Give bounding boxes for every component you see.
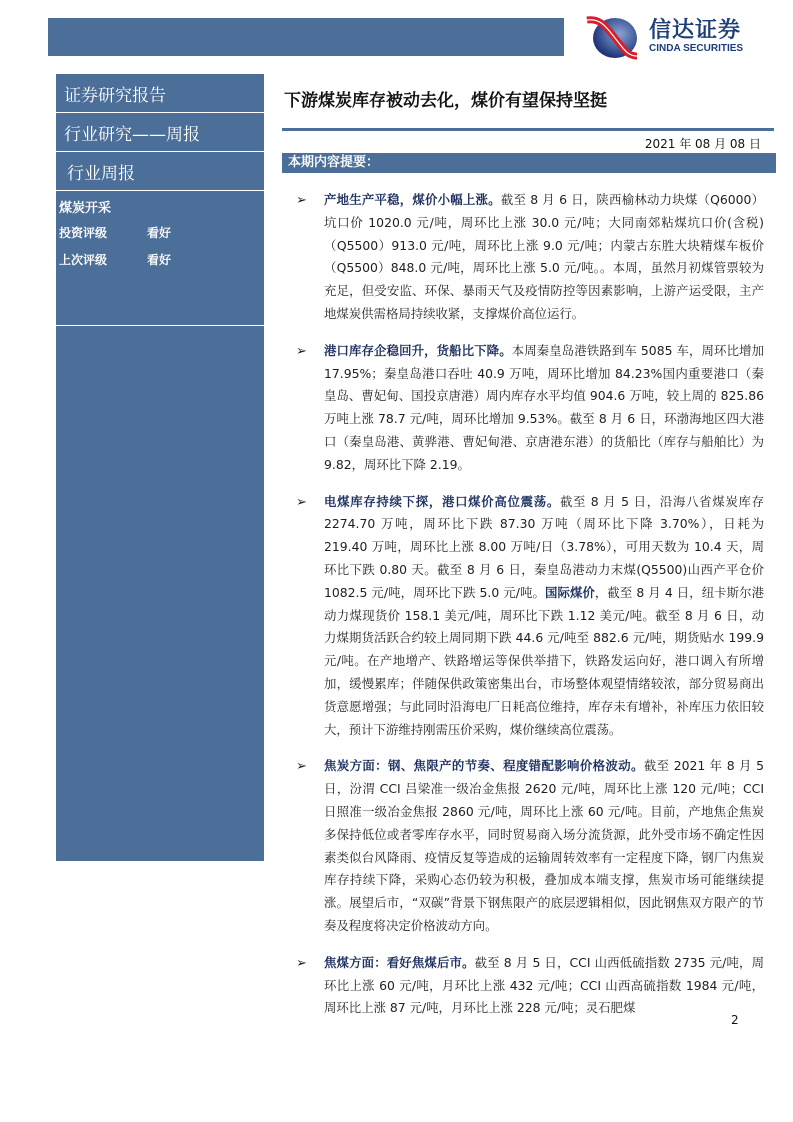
brand-name-en: CINDA SECURITIES xyxy=(649,43,744,54)
arrow-bullet-icon: ➢ xyxy=(296,343,307,359)
sidebar xyxy=(56,74,264,861)
bullet-lead: 产地生产平稳，煤价小幅上涨。 xyxy=(324,192,501,207)
rating-value: 看好 xyxy=(147,226,172,240)
rating-label: 上次评级 xyxy=(59,253,108,267)
bullet-body: 截至 8 月 5 日，CCI 山西低硫指数 2735 元/吨，周环比上涨 60 元/吨，月环比上涨 432 元/吨；CCI 山西高硫指数 1984 元/吨，周环比上涨 87 元/吨，月环比上涨 228 元/吨；灵石肥煤 xyxy=(324,954,764,1016)
report-type-label: 证券研究报告 xyxy=(56,74,264,113)
summary-content xyxy=(290,189,776,1034)
bullet-body: 截至 8 月 5 日，沿海八省煤炭库存 2274.70 万吨，周环比下跌 87.30 万吨（周环比下降 3.70%），日耗为 219.40 万吨，周环比上涨 8.00 万吨/日（3.78%），可用天数为 10.4 天，周环比下跌 0.80 天。截至 8 月 6 日，秦皇岛港动力末煤(Q5500)山西产平仓价 1082.5 元/吨，周环比下跌 5.0 元/吨。 xyxy=(324,493,764,600)
arrow-bullet-icon: ➢ xyxy=(296,193,307,208)
report-date: 2021 年 08 月 08 日 xyxy=(644,137,761,151)
bullet-lead: 电煤库存持续下探，港口煤价高位震荡。 xyxy=(324,493,560,509)
sidebar-divider xyxy=(56,325,264,326)
rating-row-previous xyxy=(59,246,264,273)
header-bar xyxy=(48,18,564,56)
bullet-inline-heading: 国际煤价 xyxy=(544,584,595,600)
rating-label: 投资评级 xyxy=(59,226,108,240)
summary-bullet xyxy=(290,340,776,477)
bullet-lead: 港口库存企稳回升，货船比下降。 xyxy=(324,342,512,358)
title-divider xyxy=(282,128,774,131)
rating-row-current xyxy=(59,219,264,246)
report-category-label: 行业周报 xyxy=(56,152,264,191)
arrow-bullet-icon: ➢ xyxy=(296,955,307,971)
cinda-logo xyxy=(583,14,773,60)
summary-bullet xyxy=(290,491,776,742)
page-title: 下游煤炭库存被动去化，煤价有望保持坚挺 xyxy=(284,91,607,111)
bullet-lead: 焦煤方面：看好焦煤后市。 xyxy=(324,954,475,970)
cinda-logo-icon xyxy=(583,14,641,60)
bullet-lead: 焦炭方面：钢、焦限产的节奏、程度错配影响价格波动。 xyxy=(324,758,644,774)
page-number: 2 xyxy=(731,1013,739,1027)
summary-bullet xyxy=(290,189,776,326)
bullet-body: 本周秦皇岛港铁路到车 5085 车，周环比增加 17.95%；秦皇岛港口吞吐 40.9 万吨，周环比增加 84.23%国内重要港口（秦皇岛、曹妃甸、国投京唐港）周内库存水平均值 904.6 万吨，较上周的 825.86 万吨上涨 78.7 元/吨，周环比增加 9.53%。截至 8 月 6 日，环渤海地区四大港口（秦皇岛港、黄骅港、曹妃甸港、京唐港东港）的货船比（库存与船舶比）为 9.82，周环比下降 2.19。 xyxy=(324,342,764,472)
industry-label: 煤炭开采 xyxy=(59,201,112,216)
arrow-bullet-icon: ➢ xyxy=(296,759,307,775)
summary-bullet xyxy=(290,755,776,937)
bullet-body: 截至 2021 年 8 月 5 日，汾渭 CCI 吕梁准一级冶金焦报 2620 元/吨，周环比上涨 120 元/吨；CCI 日照准一级冶金焦报 2860 元/吨，周环比上涨 60 元/吨。目前，产地焦企焦炭多保持低位或者零库存水平，同时贸易商入场分流货源，此外受市场不确定性因素类似台风降雨、疫情反复等造成的运输周转效率有一定程度下降，钢厂内焦炭库存持续下降，采购心态仍较为积极，叠加成本端支撑，焦炭市场可能继续提涨。展望后市，“双碳”背景下钢焦限产的底层逻辑相似，因此钢焦双方限产的节奏及程度将决定价格波动方向。 xyxy=(324,758,765,933)
brand-name-cn: 信达证券 xyxy=(649,18,742,43)
rating-value: 看好 xyxy=(147,253,172,267)
summary-bullet xyxy=(290,952,776,1020)
summary-heading: 本期内容提要： xyxy=(282,153,776,173)
report-series-label: 行业研究——周报 xyxy=(56,113,264,152)
arrow-bullet-icon: ➢ xyxy=(296,494,307,510)
bullet-body: 截至 8 月 6 日，陕西榆林动力块煤（Q6000）坑口价 1020.0 元/吨，周环比上涨 30.0 元/吨；大同南郊粘煤坑口价(含税)（Q5500）913.0 元/吨，周环比上涨 9.0 元/吨；内蒙古东胜大块精煤车板价（Q5500）848.0 元/吨，周环比上涨 5.0 元/吨。。本周，虽然月初煤管票较为充足，但受安监、环保、暴雨天气及疫情防控等因素影响，上游产运受限，主产地煤炭供需格局持续收紧，支撑煤价高位运行。 xyxy=(324,192,765,321)
bullet-body-continued: ，截至 8 月 4 日，纽卡斯尔港动力煤现货价 158.1 美元/吨，周环比下跌 1.12 美元/吨。截至 8 月 6 日，动力煤期货活跃合约较上周同期下跌 44.6 元/吨至 882.6 元/吨，期货贴水 199.9 元/吨。在产地增产、铁路增运等保供举措下，铁路发运向好，港口调入有所增加，缓慢累库；伴随保供政策密集出台，市场整体观望情绪较浓，部分贸易商出货意愿增强；与此同时沿海电厂日耗高位维持，库存未有增补，补库压力依旧较大，预计下游维持刚需压价采购，煤价继续高位震荡。 xyxy=(324,584,765,737)
